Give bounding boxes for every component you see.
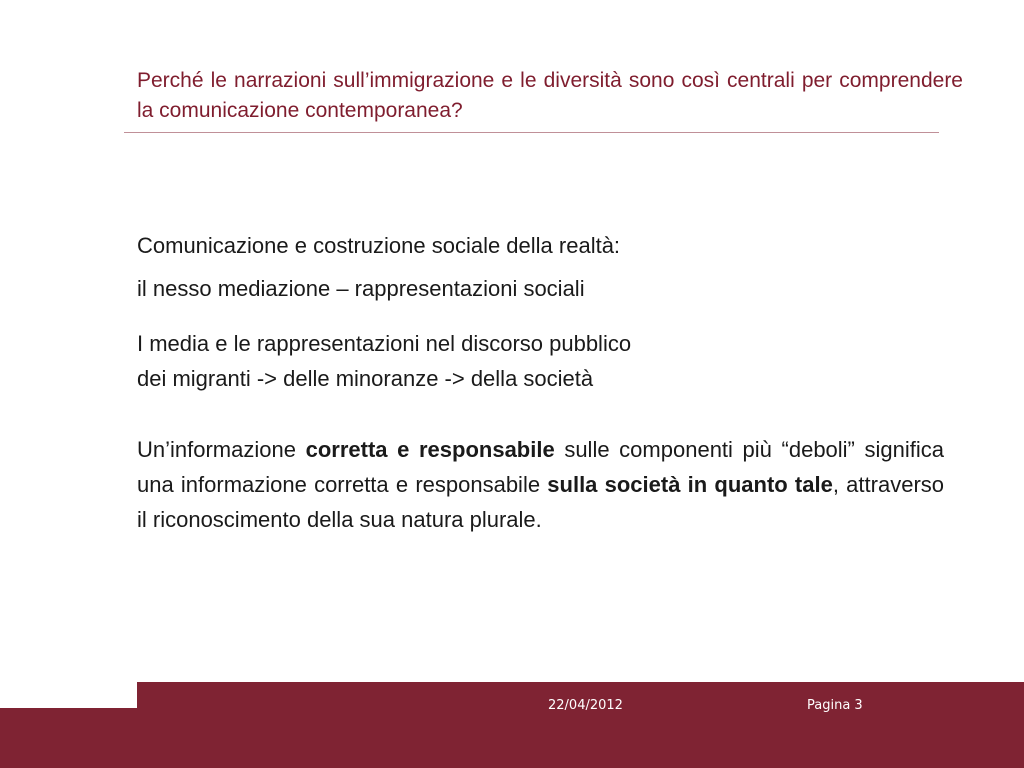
info-bold-society: sulla società in quanto tale xyxy=(547,472,833,497)
slide-body xyxy=(137,229,944,537)
info-bold-correct-responsible: corretta e responsabile xyxy=(305,437,555,462)
body-line-communication: Comunicazione e costruzione sociale della realtà: xyxy=(137,233,621,258)
info-text-start: Un’informazione xyxy=(137,437,306,462)
body-line-nexus: il nesso mediazione – rappresentazioni sociali xyxy=(137,276,585,301)
footer-page-number: Pagina 3 xyxy=(807,698,863,713)
media-line-2: dei migranti -> delle minoranze -> della società xyxy=(137,366,594,391)
footer-bar xyxy=(137,682,1024,768)
title-divider xyxy=(124,132,939,133)
body-paragraph-media xyxy=(137,326,944,396)
body-paragraph-information xyxy=(137,432,944,537)
footer-date: 22/04/2012 xyxy=(548,698,623,713)
info-text-end: , attraverso il riconoscimento della sua natura plurale. xyxy=(137,472,944,532)
slide-title: Perché le narrazioni sull’immigrazione e le diversità sono così centrali per comprendere la comunicazione contemporanea? xyxy=(137,69,963,122)
media-line-1: I media e le rappresentazioni nel discorso pubblico xyxy=(137,331,632,356)
info-text-middle: sulle componenti più “deboli” significa una informazione corretta e responsabile xyxy=(137,437,944,497)
footer-bar-left xyxy=(0,708,137,768)
